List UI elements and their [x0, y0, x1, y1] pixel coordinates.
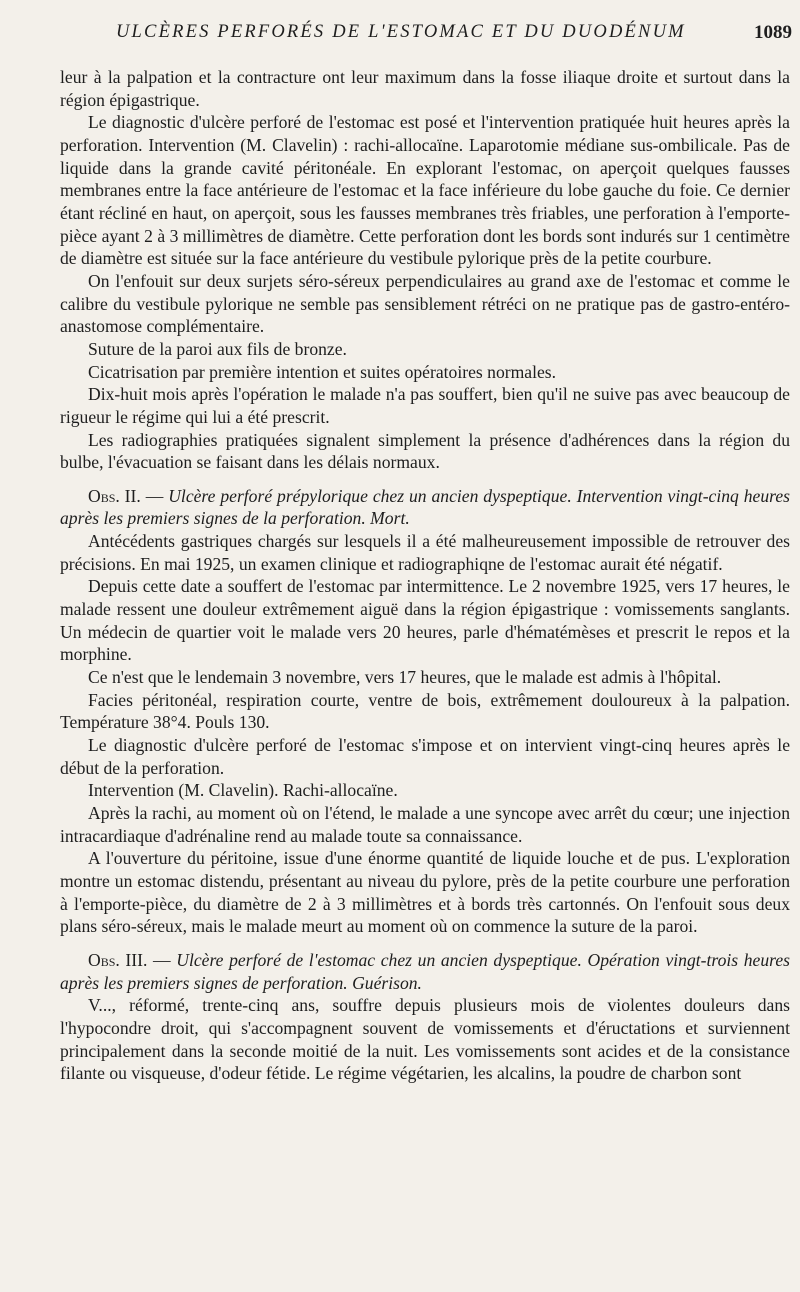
body-text	[60, 66, 790, 1085]
paragraph: V..., réformé, trente-cinq ans, souffre depuis plusieurs mois de violentes douleurs dans l'hypocondre droit, qui s'accompagnent souvent de vomissements et d'éructations et surviennent principalement dans la seconde moitié de la nuit. Les vomissements sont acides et de la consistance filante ou visqueuse, d'odeur fétide. Le régime végétarien, les alcalins, la poudre de charbon sont	[60, 995, 790, 1084]
paragraph: Depuis cette date a souffert de l'estomac par intermittence. Le 2 novembre 1925, vers 17 heures, le malade ressent une douleur extrêmement aiguë dans la région épigastrique : vomissements sanglants. Un médecin de quartier voit le malade vers 20 heures, parle d'hématémèses et prescrit le repos et la morphine.	[60, 576, 790, 665]
observation-title: Ulcère perforé prépylorique chez un ancien dyspeptique. Intervention vingt-cinq heures après les premiers signes de la perforation. Mort.	[60, 485, 791, 529]
paragraph: Le diagnostic d'ulcère perforé de l'estomac s'impose et on intervient vingt-cinq heures après le début de la perforation.	[60, 735, 790, 778]
paragraph: Les radiographies pratiquées signalent simplement la présence d'adhérences dans la région du bulbe, l'évacuation se faisant dans les délais normaux.	[60, 429, 790, 473]
page-header	[60, 22, 792, 52]
observation-label: Obs. II.	[88, 485, 141, 506]
observation-dash: —	[147, 949, 177, 970]
paragraph: On l'enfouit sur deux surjets séro-séreux perpendiculaires au grand axe de l'estomac et comme le calibre du vestibule pylorique ne semble pas sensiblement rétréci on ne pratique pas de gastro-entéro-anastomose complémentaire.	[60, 270, 790, 337]
paragraph: leur à la palpation et la contracture ont leur maximum dans la fosse iliaque droite et surtout dans la région épigastrique.	[60, 67, 790, 110]
paragraph: Cicatrisation par première intention et suites opératoires normales.	[88, 361, 557, 382]
page-number: 1089	[754, 22, 792, 43]
observation-heading-2	[60, 485, 790, 530]
observation-heading-3	[60, 949, 790, 994]
paragraph: Le diagnostic d'ulcère perforé de l'estomac est posé et l'intervention pratiquée huit heures après la perforation. Intervention (M. Clavelin) : rachi-allocaïne. Laparotomie médiane sus-ombilicale. Pas de liquide dans la grande cavité péritonéale. En explorant l'estomac, on aperçoit quelques fausses membranes entre la face antérieure de l'estomac et la face inférieure du lobe gauche du foie. Ce dernier étant récliné en haut, on aperçoit, sous les fausses membranes très friables, une perforation à l'emporte-pièce ayant 2 à 3 millimètres de diamètre. Cette perforation dont les bords sont indurés sur 1 centimètre de diamètre est située sur la face antérieure du vestibule pylorique près de la petite courbure.	[60, 112, 790, 269]
paragraph: Antécédents gastriques chargés sur lesquels il a été malheureusement impossible de retrouver des précisions. En mai 1925, un examen clinique et radiographiqne de l'estomac aurait été négatif.	[60, 531, 790, 574]
paragraph: Après la rachi, au moment où on l'étend, le malade a une syncope avec arrêt du cœur; une injection intracardiaque d'adrénaline rend au malade toute sa connaissance.	[60, 803, 790, 846]
observation-label: Obs. III.	[88, 949, 148, 970]
paragraph: Intervention (M. Clavelin). Rachi-allocaïne.	[88, 780, 398, 801]
observation-title: Ulcère perforé de l'estomac chez un ancien dyspeptique. Opération vingt-trois heures après les premiers signes de perforation. Guérison.	[60, 949, 790, 993]
paragraph: Dix-huit mois après l'opération le malade n'a pas souffert, bien qu'il ne suive pas avec beaucoup de rigueur le régime qui lui a été prescrit.	[60, 384, 790, 427]
paragraph: Facies péritonéal, respiration courte, ventre de bois, extrêmement douloureux à la palpation. Température 38°4. Pouls 130.	[60, 689, 790, 733]
paragraph: Suture de la paroi aux fils de bronze.	[88, 338, 347, 359]
running-title: ULCÈRES PERFORÉS DE L'ESTOMAC ET DU DUODÉNUM	[116, 22, 686, 42]
paragraph: A l'ouverture du péritoine, issue d'une énorme quantité de liquide louche et de pus. L'exploration montre un estomac distendu, présentant au niveau du pylore, près de la petite courbure une perforation à l'emporte-pièce, du diamètre de 2 à 3 millimètres et à bords très cartonnés. On l'enfouit sous deux plans séro-séreux, mais le malade meurt au moment où on commence la suture de la paroi.	[60, 848, 790, 937]
paragraph: Ce n'est que le lendemain 3 novembre, vers 17 heures, que le malade est admis à l'hôpital.	[88, 667, 722, 688]
observation-dash: —	[140, 485, 169, 506]
